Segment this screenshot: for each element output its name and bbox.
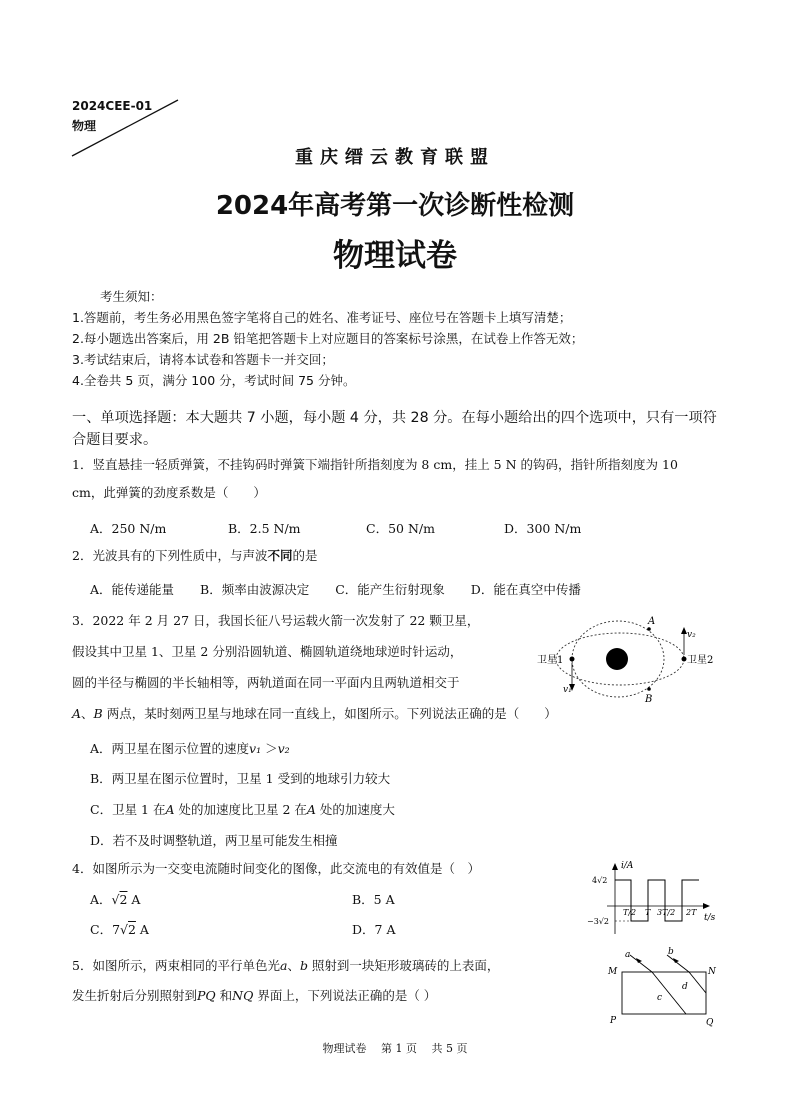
notice-head: 考生须知： [100,289,163,304]
sat2-label: 卫星2 [687,655,714,666]
q2-stem-pre: 2．光波具有的下列性质中，与声波 [72,548,268,563]
q5-line2-pre: 发生折射后分别照射到 [72,988,198,1003]
point-b-dot [647,687,651,691]
glass-block [622,972,706,1014]
tick-label: T [645,908,651,917]
q3-opt-c-mid: 处的加速度比卫星 2 在 [174,802,307,817]
fig-a: a [625,950,631,960]
beam-b-incident [667,955,689,972]
beam-a-incident [630,955,652,972]
q5-pq: PQ [197,988,216,1003]
sat1-label: 卫星1 [537,655,564,666]
graph-xlabel: t/s [704,913,716,923]
q3-line1: 3．2022 年 2 月 27 日，我国长征八号运载火箭一次发射了 22 颗卫星， [72,613,480,628]
q2-option-b: B．频率由波源决定 [200,582,310,597]
notice-item: 1.答题前，考生务必用黑色签字笔将自己的姓名、准考证号、座位号在答题卡上填写清楚； [72,310,572,325]
q1-option-d: D．300 N/m [504,521,582,536]
x-axis-arrowhead [703,903,710,909]
orbit-figure [535,612,725,707]
paper-title: 物理试卷 [333,238,457,274]
q3-line4-text: 两点，某时刻两卫星与地球在同一直线上，如图所示。下列说法正确的是（ ） [102,706,557,721]
fig-v1: v₁ [563,685,572,695]
org-name: 重庆缙云教育联盟 [295,147,495,168]
fig-m: M [608,967,618,977]
satellite2-dot [682,657,687,662]
q3-opt-a-text: A．两卫星在图示位置的速度 [90,741,250,756]
q2-stem-post: 的是 [292,548,318,563]
graph-ytop: 4√2 [592,876,608,885]
exam-subject: 物理 [72,119,97,133]
fig-p: P [610,1016,617,1026]
q1-line1: 1．竖直悬挂一轻质弹簧，不挂钩码时弹簧下端指针所指刻度为 8 cm，挂上 5 N 的钩码，指针所指刻度为 10 [72,457,678,472]
q5-sep: 、 [287,958,300,973]
q3-option-a [90,739,290,757]
tick-label: 2T [686,908,697,917]
q3-point-b: B [93,706,103,721]
fig-q: Q [706,1018,714,1028]
q3-opt-c-pre: C．卫星 1 在 [90,802,166,817]
q2-options [90,580,607,598]
q3-option-b: B．两卫星在图示位置时，卫星 1 受到的地球引力较大 [90,771,391,786]
q3-sep: 、 [81,706,94,721]
q3-opt-c-a2: A [306,802,316,817]
q4-opt-c-unit: A [135,922,149,937]
q5-line2-post: 界面上，下列说法正确的是（ ） [253,988,437,1003]
q4-opt-a-pre: A． [90,892,112,907]
q1-line2: cm，此弹簧的劲度系数是（ ） [72,485,266,500]
section-title: 一、单项选择题：本大题共 7 小题，每小题 4 分，共 28 分。在每小题给出的四个选项中，只有一项符合题目要求。 [72,410,717,448]
q3-option-d: D．若不及时调整轨道，两卫星可能发生相撞 [90,833,338,848]
notice-block [72,286,583,391]
q2-stem-bold: 不同 [267,548,293,563]
q4-stem: 4．如图所示为一交变电流随时间变化的图像，此交流电的有效值是（ ） [72,861,480,876]
tick-label: 3T/2 [657,908,676,917]
q5-line1-pre: 5．如图所示，两束相同的平行单色光 [72,958,280,973]
q1-option-c: C．50 N/m [366,521,435,536]
notice-item: 4.全卷共 5 页，满分 100 分，考试时间 75 分钟。 [72,373,356,388]
glass-block-figure [600,945,725,1030]
notice-item: 2.每小题选出答案后，用 2B 铅笔把答题卡上对应题目的答案标号涂黑，在试卷上作答无效； [72,331,584,346]
q3-opt-a-v1: v₁ [249,741,262,756]
q2-option-d: D．能在真空中传播 [470,582,581,597]
exam-code: 2024CEE-01 [72,99,153,113]
q3-opt-c-post: 处的加速度大 [315,802,395,817]
q5-line1-post: 照射到一块矩形玻璃砖的上表面， [307,958,500,973]
q5-line1 [72,953,499,979]
q1-option-a: A．250 N/m [90,521,167,536]
q3-line4 [72,701,557,727]
q3-option-c [90,800,395,818]
q3-opt-a-v2: v₂ [277,741,290,756]
q4-opt-a-unit: A [127,892,141,907]
q4-opt-a-val: 2 [119,892,128,907]
y-axis-arrowhead [612,863,618,870]
fig-d: d [682,982,688,992]
q5-and: 和 [215,988,233,1003]
fig-c: c [657,993,663,1003]
earth-icon [606,648,628,670]
point-a-dot [647,627,651,631]
q4-option-b: B．5 A [352,892,395,907]
q3-opt-c-a1: A [165,802,175,817]
q4-opt-c-pre: C．7 [90,922,121,937]
q1-option-b: B．2.5 N/m [228,521,301,536]
notice-item: 3.考试结束后，请将本试卷和答题卡一并交回； [72,352,334,367]
fig-point-b: B [645,694,653,705]
fig-b: b [668,947,674,957]
q5-nq: NQ [232,988,254,1003]
q4-option-a [90,890,140,908]
q3-line3: 圆的半径与椭圆的半长轴相等，两轨道面在同一平面内且两轨道相交于 [72,675,460,690]
sqrt-symbol: √ [111,892,120,907]
q2-option-a: A．能传递能量 [90,582,175,597]
q4-opt-c-val: 2 [128,922,136,937]
q3-point-a: A [72,706,82,721]
graph-ybottom: −3√2 [587,917,609,926]
q5-beam-a: a [279,958,288,973]
q4-option-d: D．7 A [352,922,396,937]
beam-d-refracted [689,972,706,993]
q5-beam-b: b [299,958,308,973]
sqrt-symbol: √ [120,922,128,937]
q3-opt-a-gt: ＞ [261,741,278,756]
q1-options [90,519,642,537]
q4-option-c [90,920,149,938]
satellite1-dot [570,657,575,662]
q2-option-c: C．能产生衍射现象 [335,582,445,597]
q2-stem [72,543,318,569]
q3-line2: 假设其中卫星 1、卫星 2 分别沿圆轨道、椭圆轨道绕地球逆时针运动， [72,644,463,659]
graph-ylabel: i/A [621,861,634,871]
ac-current-graph [585,858,725,938]
fig-point-a: A [648,616,656,627]
tick-label: T/2 [623,908,637,917]
page-footer: 物理试卷 第 1 页 共 5 页 [322,1042,468,1055]
fig-v2: v₂ [687,630,696,640]
exam-title: 2024年高考第一次诊断性检测 [215,191,575,221]
fig-n: N [708,967,716,977]
q5-line2 [72,983,436,1009]
